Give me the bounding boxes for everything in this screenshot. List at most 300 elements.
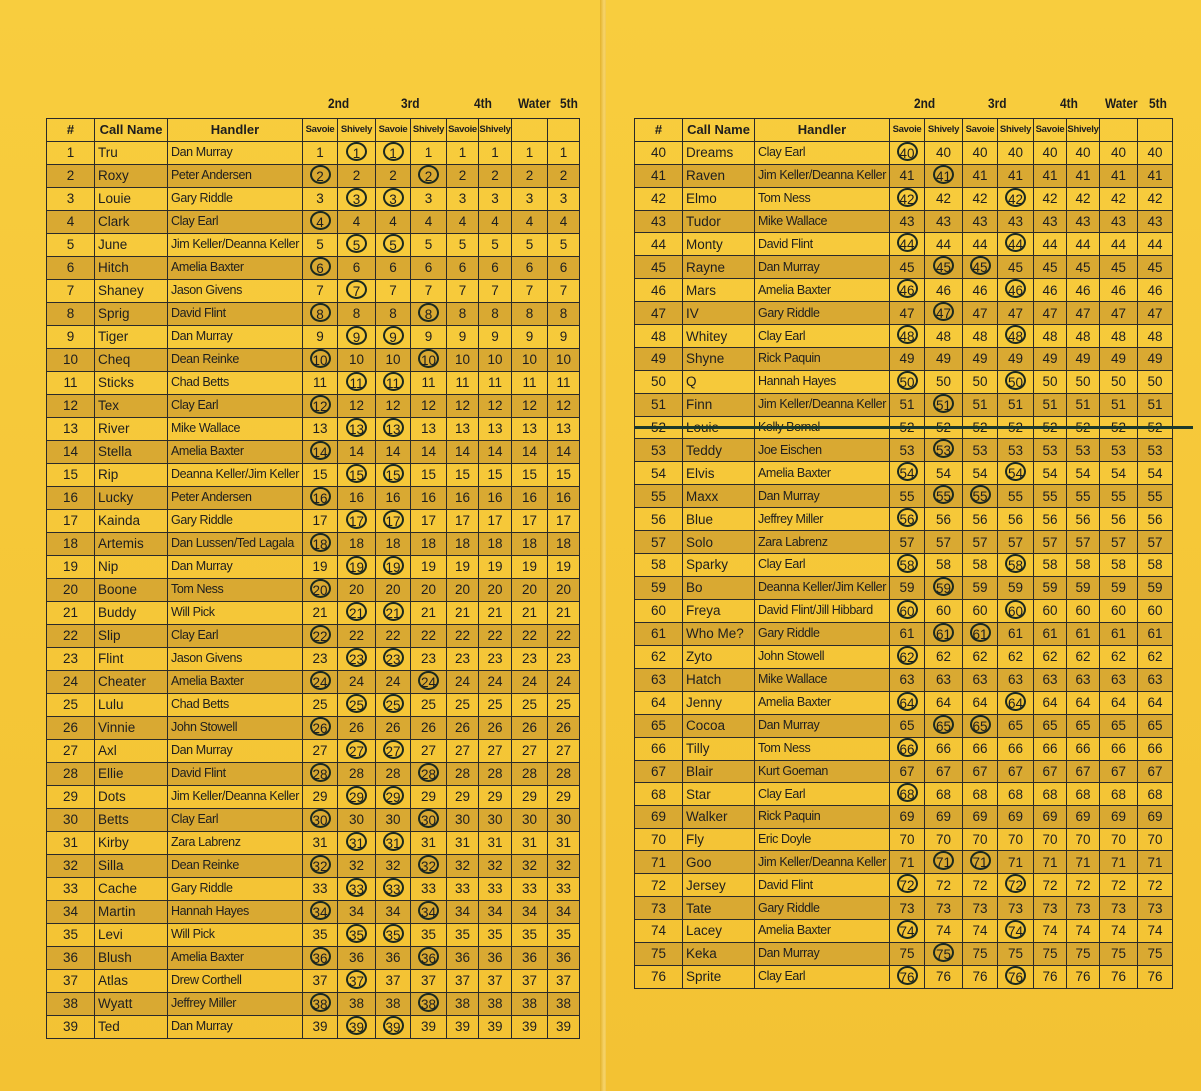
table-row bbox=[635, 760, 1173, 783]
callback-cell: 56 bbox=[925, 508, 963, 531]
callback-cell: 30 bbox=[376, 808, 411, 831]
callback-cell: 9 bbox=[411, 325, 447, 348]
callback-cell: 40 bbox=[998, 141, 1034, 164]
call-name: Hatch bbox=[683, 668, 755, 691]
col-header-num: # bbox=[635, 119, 683, 142]
table-row bbox=[635, 965, 1173, 988]
handler-name: David Flint bbox=[755, 874, 890, 897]
call-name: Tudor bbox=[683, 210, 755, 233]
callback-cell: 72 bbox=[963, 874, 998, 897]
callback-cell: 71 bbox=[1067, 851, 1100, 874]
dog-number: 57 bbox=[635, 531, 683, 554]
table-row bbox=[47, 509, 580, 532]
callback-cell: 42 bbox=[1067, 187, 1100, 210]
callback-cell: 37 bbox=[376, 969, 411, 992]
callback-cell: 38 bbox=[479, 992, 512, 1015]
callback-cell: 66 bbox=[998, 737, 1034, 760]
callback-cell-circled bbox=[303, 578, 338, 601]
round-label: 5th bbox=[1149, 95, 1167, 111]
callback-cell: 48 bbox=[925, 325, 963, 348]
callback-cell: 63 bbox=[998, 668, 1034, 691]
callback-cell-circled bbox=[376, 555, 411, 578]
callback-cell-circled bbox=[303, 808, 338, 831]
callback-circle: 23 bbox=[383, 648, 404, 667]
col-header-handler: Handler bbox=[168, 119, 303, 142]
callback-cell: 1 bbox=[479, 141, 512, 164]
callback-cell: 68 bbox=[925, 783, 963, 806]
handler-name: Clay Earl bbox=[168, 394, 303, 417]
callback-cell: 12 bbox=[411, 394, 447, 417]
callback-circle: 24 bbox=[418, 671, 439, 690]
callback-circle: 74 bbox=[897, 920, 918, 939]
callback-cell: 40 bbox=[963, 141, 998, 164]
call-name: Who Me? bbox=[683, 622, 755, 645]
handler-name: Mike Wallace bbox=[168, 417, 303, 440]
dog-number: 1 bbox=[47, 141, 95, 164]
callback-cell: 32 bbox=[447, 854, 479, 877]
callback-cell: 66 bbox=[1100, 737, 1138, 760]
dog-number: 70 bbox=[635, 828, 683, 851]
callback-cell: 18 bbox=[548, 532, 580, 555]
callback-circle: 19 bbox=[383, 556, 404, 575]
callback-cell: 5 bbox=[548, 233, 580, 256]
callback-cell: 49 bbox=[998, 348, 1034, 371]
table-row bbox=[635, 806, 1173, 829]
callback-cell: 29 bbox=[447, 785, 479, 808]
callback-cell: 29 bbox=[411, 785, 447, 808]
callback-cell: 35 bbox=[479, 923, 512, 946]
callback-circle: 30 bbox=[310, 809, 331, 828]
callback-cell: 29 bbox=[479, 785, 512, 808]
callback-cell-circled bbox=[376, 693, 411, 716]
callback-cell-circled bbox=[303, 900, 338, 923]
callback-circle: 48 bbox=[897, 325, 918, 344]
callback-circle: 37 bbox=[346, 970, 367, 989]
callback-cell: 2 bbox=[338, 164, 376, 187]
callback-circle: 39 bbox=[346, 1016, 367, 1035]
handler-name: Dan Murray bbox=[168, 325, 303, 348]
dog-number: 17 bbox=[47, 509, 95, 532]
callback-cell-circled bbox=[963, 622, 998, 645]
call-name: Cache bbox=[95, 877, 168, 900]
dog-number: 21 bbox=[47, 601, 95, 624]
callback-cell: 71 bbox=[1100, 851, 1138, 874]
dog-number: 30 bbox=[47, 808, 95, 831]
handler-name: Dean Reinke bbox=[168, 854, 303, 877]
call-name: Lacey bbox=[683, 919, 755, 942]
table-row bbox=[47, 302, 580, 325]
callback-cell-circled bbox=[303, 854, 338, 877]
table-row bbox=[635, 897, 1173, 920]
callback-cell: 74 bbox=[963, 919, 998, 942]
callback-cell: 43 bbox=[998, 210, 1034, 233]
callback-cell: 26 bbox=[338, 716, 376, 739]
handler-name: Amelia Baxter bbox=[168, 256, 303, 279]
callback-circle: 53 bbox=[933, 439, 954, 458]
callback-cell: 63 bbox=[963, 668, 998, 691]
callback-cell: 38 bbox=[548, 992, 580, 1015]
call-name: Tate bbox=[683, 897, 755, 920]
callback-cell: 60 bbox=[1138, 599, 1173, 622]
callback-cell-circled bbox=[303, 716, 338, 739]
callback-cell: 22 bbox=[338, 624, 376, 647]
callback-circle: 46 bbox=[1005, 279, 1026, 298]
callback-circle: 45 bbox=[933, 256, 954, 275]
callback-circle: 29 bbox=[383, 786, 404, 805]
callback-cell: 59 bbox=[1100, 576, 1138, 599]
call-name: Betts bbox=[95, 808, 168, 831]
call-name: Lucky bbox=[95, 486, 168, 509]
callback-cell: 3 bbox=[548, 187, 580, 210]
callback-circle: 68 bbox=[897, 783, 918, 802]
call-name: Lulu bbox=[95, 693, 168, 716]
callback-cell-circled bbox=[998, 233, 1034, 256]
callback-cell: 25 bbox=[548, 693, 580, 716]
callback-cell: 16 bbox=[479, 486, 512, 509]
callback-cell: 13 bbox=[303, 417, 338, 440]
callback-cell-circled bbox=[338, 647, 376, 670]
callback-cell: 62 bbox=[1067, 645, 1100, 668]
callback-cell: 49 bbox=[925, 348, 963, 371]
callback-cell: 55 bbox=[890, 485, 925, 508]
handler-name: Clay Earl bbox=[755, 553, 890, 576]
callback-cell-circled bbox=[338, 831, 376, 854]
dog-number: 20 bbox=[47, 578, 95, 601]
callback-cell: 39 bbox=[303, 1015, 338, 1038]
handler-name: Kurt Goeman bbox=[755, 760, 890, 783]
callback-cell: 15 bbox=[479, 463, 512, 486]
callback-cell-circled bbox=[411, 302, 447, 325]
callback-cell: 59 bbox=[890, 576, 925, 599]
table-body-left bbox=[47, 141, 580, 1038]
call-name: Buddy bbox=[95, 601, 168, 624]
col-header-judge: Savoie bbox=[447, 119, 479, 142]
callback-cell: 67 bbox=[1138, 760, 1173, 783]
callback-cell: 38 bbox=[447, 992, 479, 1015]
handler-name: Amelia Baxter bbox=[755, 919, 890, 942]
callback-cell: 69 bbox=[1034, 806, 1067, 829]
col-header-judge: Shively bbox=[925, 119, 963, 142]
handler-name: Clay Earl bbox=[755, 965, 890, 988]
callback-cell: 4 bbox=[411, 210, 447, 233]
round-label: 2nd bbox=[914, 95, 936, 111]
callback-cell: 74 bbox=[1100, 919, 1138, 942]
callback-cell-circled bbox=[890, 737, 925, 760]
callback-cell: 4 bbox=[447, 210, 479, 233]
callback-cell: 62 bbox=[998, 645, 1034, 668]
dog-number: 54 bbox=[635, 462, 683, 485]
dog-number: 42 bbox=[635, 187, 683, 210]
table-row bbox=[635, 828, 1173, 851]
callback-cell: 21 bbox=[411, 601, 447, 624]
callback-cell: 28 bbox=[338, 762, 376, 785]
callback-cell: 63 bbox=[1138, 668, 1173, 691]
callback-cell: 7 bbox=[512, 279, 548, 302]
table-row bbox=[635, 164, 1173, 187]
callback-cell-circled bbox=[303, 992, 338, 1015]
call-name: Teddy bbox=[683, 439, 755, 462]
callback-cell: 48 bbox=[1138, 325, 1173, 348]
dog-number: 33 bbox=[47, 877, 95, 900]
callback-cell: 65 bbox=[1100, 714, 1138, 737]
callback-cell: 53 bbox=[963, 439, 998, 462]
callback-cell-circled bbox=[376, 371, 411, 394]
table-row bbox=[635, 187, 1173, 210]
dog-number: 29 bbox=[47, 785, 95, 808]
callback-cell: 64 bbox=[925, 691, 963, 714]
callback-cell: 9 bbox=[447, 325, 479, 348]
callback-cell: 30 bbox=[479, 808, 512, 831]
callback-cell: 4 bbox=[376, 210, 411, 233]
callback-cell: 60 bbox=[1034, 599, 1067, 622]
call-name: Dots bbox=[95, 785, 168, 808]
callback-cell: 31 bbox=[548, 831, 580, 854]
callback-cell-circled bbox=[890, 553, 925, 576]
callback-circle: 58 bbox=[897, 554, 918, 573]
dog-number: 45 bbox=[635, 256, 683, 279]
callback-circle: 76 bbox=[1005, 966, 1026, 985]
call-name: Goo bbox=[683, 851, 755, 874]
callback-cell: 71 bbox=[1034, 851, 1067, 874]
callback-cell: 20 bbox=[548, 578, 580, 601]
callback-cell: 69 bbox=[1100, 806, 1138, 829]
callback-cell: 42 bbox=[963, 187, 998, 210]
dog-number: 3 bbox=[47, 187, 95, 210]
dog-number: 55 bbox=[635, 485, 683, 508]
callback-circle: 38 bbox=[418, 993, 439, 1012]
callback-cell: 41 bbox=[1100, 164, 1138, 187]
callback-cell: 26 bbox=[447, 716, 479, 739]
callback-cell: 62 bbox=[1100, 645, 1138, 668]
callback-circle: 54 bbox=[1005, 462, 1026, 481]
col-header-handler: Handler bbox=[755, 119, 890, 142]
callback-circle: 58 bbox=[1005, 554, 1026, 573]
callback-cell: 51 bbox=[1034, 393, 1067, 416]
table-row bbox=[47, 946, 580, 969]
callback-cell: 33 bbox=[411, 877, 447, 900]
dog-number: 47 bbox=[635, 302, 683, 325]
callback-cell: 10 bbox=[548, 348, 580, 371]
callback-cell: 11 bbox=[447, 371, 479, 394]
callback-cell: 59 bbox=[1034, 576, 1067, 599]
callback-circle: 10 bbox=[418, 349, 439, 368]
running-order-table-left bbox=[46, 118, 580, 1039]
handler-name: Rick Paquin bbox=[755, 348, 890, 371]
dog-number: 27 bbox=[47, 739, 95, 762]
dog-number: 65 bbox=[635, 714, 683, 737]
callback-cell: 24 bbox=[512, 670, 548, 693]
callback-cell: 61 bbox=[1067, 622, 1100, 645]
callback-cell: 57 bbox=[1100, 531, 1138, 554]
callback-cell: 22 bbox=[376, 624, 411, 647]
callback-cell: 35 bbox=[411, 923, 447, 946]
callback-cell: 27 bbox=[447, 739, 479, 762]
callback-cell: 47 bbox=[1100, 302, 1138, 325]
callback-cell: 18 bbox=[512, 532, 548, 555]
call-name: Clark bbox=[95, 210, 168, 233]
callback-cell-circled bbox=[376, 601, 411, 624]
callback-cell: 61 bbox=[1034, 622, 1067, 645]
callback-cell: 73 bbox=[1100, 897, 1138, 920]
callback-cell: 57 bbox=[963, 531, 998, 554]
dog-number: 67 bbox=[635, 760, 683, 783]
callback-cell: 8 bbox=[512, 302, 548, 325]
callback-cell: 61 bbox=[1100, 622, 1138, 645]
callback-circle: 12 bbox=[310, 395, 331, 414]
call-name: Sprig bbox=[95, 302, 168, 325]
callback-cell: 63 bbox=[1100, 668, 1138, 691]
callback-cell: 36 bbox=[447, 946, 479, 969]
callback-cell: 45 bbox=[998, 256, 1034, 279]
call-name: Artemis bbox=[95, 532, 168, 555]
callback-cell-circled bbox=[925, 256, 963, 279]
dog-number: 51 bbox=[635, 393, 683, 416]
callback-cell: 59 bbox=[963, 576, 998, 599]
call-name: Shyne bbox=[683, 348, 755, 371]
dog-number: 50 bbox=[635, 370, 683, 393]
callback-cell-circled bbox=[890, 233, 925, 256]
callback-cell: 14 bbox=[338, 440, 376, 463]
callback-cell: 74 bbox=[925, 919, 963, 942]
callback-cell-circled bbox=[998, 462, 1034, 485]
round-headers-right bbox=[914, 95, 1174, 117]
callback-cell: 27 bbox=[512, 739, 548, 762]
call-name: Zyto bbox=[683, 645, 755, 668]
call-name: Tru bbox=[95, 141, 168, 164]
callback-circle: 60 bbox=[897, 600, 918, 619]
table-row bbox=[47, 1015, 580, 1038]
callback-cell-circled bbox=[890, 645, 925, 668]
callback-cell: 50 bbox=[1100, 370, 1138, 393]
callback-cell: 14 bbox=[411, 440, 447, 463]
dog-number: 15 bbox=[47, 463, 95, 486]
callback-cell: 18 bbox=[447, 532, 479, 555]
callback-cell: 7 bbox=[303, 279, 338, 302]
table-row bbox=[47, 831, 580, 854]
callback-cell: 6 bbox=[338, 256, 376, 279]
callback-cell: 8 bbox=[376, 302, 411, 325]
callback-cell: 66 bbox=[1034, 737, 1067, 760]
callback-cell-circled bbox=[925, 576, 963, 599]
dog-number: 24 bbox=[47, 670, 95, 693]
callback-cell: 27 bbox=[479, 739, 512, 762]
callback-cell: 37 bbox=[411, 969, 447, 992]
callback-cell-circled bbox=[338, 601, 376, 624]
callback-cell-circled bbox=[925, 393, 963, 416]
callback-cell-circled bbox=[890, 279, 925, 302]
call-name: Tilly bbox=[683, 737, 755, 760]
handler-name: Jason Givens bbox=[168, 279, 303, 302]
callback-cell: 8 bbox=[479, 302, 512, 325]
callback-cell: 42 bbox=[1100, 187, 1138, 210]
callback-cell: 70 bbox=[1100, 828, 1138, 851]
call-name: Silla bbox=[95, 854, 168, 877]
callback-cell: 64 bbox=[1067, 691, 1100, 714]
callback-cell: 46 bbox=[963, 279, 998, 302]
callback-cell: 61 bbox=[998, 622, 1034, 645]
table-row bbox=[47, 992, 580, 1015]
callback-cell: 28 bbox=[548, 762, 580, 785]
handler-name: Jason Givens bbox=[168, 647, 303, 670]
table-row bbox=[635, 210, 1173, 233]
callback-cell: 22 bbox=[479, 624, 512, 647]
callback-cell: 39 bbox=[512, 1015, 548, 1038]
table-row bbox=[635, 691, 1173, 714]
callback-cell: 43 bbox=[1138, 210, 1173, 233]
callback-circle: 2 bbox=[418, 165, 439, 184]
callback-circle: 51 bbox=[933, 394, 954, 413]
callback-cell: 70 bbox=[925, 828, 963, 851]
table-row bbox=[47, 325, 580, 348]
callback-circle: 13 bbox=[346, 418, 367, 437]
callback-cell-circled bbox=[338, 693, 376, 716]
callback-circle: 32 bbox=[418, 855, 439, 874]
callback-cell: 41 bbox=[1067, 164, 1100, 187]
callback-cell: 11 bbox=[303, 371, 338, 394]
callback-cell: 33 bbox=[447, 877, 479, 900]
callback-cell: 71 bbox=[998, 851, 1034, 874]
handler-name: Dan Murray bbox=[755, 256, 890, 279]
dog-number: 60 bbox=[635, 599, 683, 622]
callback-cell-circled bbox=[376, 785, 411, 808]
call-name: Blush bbox=[95, 946, 168, 969]
callback-cell-circled bbox=[376, 739, 411, 762]
callback-cell-circled bbox=[303, 440, 338, 463]
callback-cell: 10 bbox=[338, 348, 376, 371]
callback-cell-circled bbox=[998, 187, 1034, 210]
handler-name: Dan Murray bbox=[755, 485, 890, 508]
callback-circle: 3 bbox=[346, 188, 367, 207]
call-name: Blair bbox=[683, 760, 755, 783]
call-name: Martin bbox=[95, 900, 168, 923]
callback-cell-circled bbox=[890, 874, 925, 897]
callback-circle: 1 bbox=[383, 142, 404, 161]
callback-cell: 5 bbox=[303, 233, 338, 256]
handler-name: Gary Riddle bbox=[168, 509, 303, 532]
callback-circle: 66 bbox=[897, 738, 918, 757]
handler-name: David Flint bbox=[168, 302, 303, 325]
handler-name: Amelia Baxter bbox=[755, 462, 890, 485]
handler-name: Clay Earl bbox=[755, 783, 890, 806]
table-row bbox=[47, 762, 580, 785]
callback-cell: 19 bbox=[411, 555, 447, 578]
callback-cell-circled bbox=[376, 187, 411, 210]
handler-name: Clay Earl bbox=[168, 624, 303, 647]
callback-cell: 56 bbox=[998, 508, 1034, 531]
callback-cell: 25 bbox=[303, 693, 338, 716]
callback-cell: 61 bbox=[1138, 622, 1173, 645]
callback-cell: 46 bbox=[925, 279, 963, 302]
callback-cell-circled bbox=[303, 762, 338, 785]
call-name: June bbox=[95, 233, 168, 256]
callback-cell: 72 bbox=[1067, 874, 1100, 897]
callback-cell: 55 bbox=[1138, 485, 1173, 508]
callback-cell: 42 bbox=[1138, 187, 1173, 210]
dog-number: 11 bbox=[47, 371, 95, 394]
callback-cell-circled bbox=[303, 532, 338, 555]
table-row bbox=[47, 670, 580, 693]
callback-cell: 64 bbox=[1034, 691, 1067, 714]
callback-cell: 3 bbox=[479, 187, 512, 210]
callback-cell: 50 bbox=[1067, 370, 1100, 393]
callback-cell: 75 bbox=[890, 942, 925, 965]
dog-number: 75 bbox=[635, 942, 683, 965]
callback-cell: 10 bbox=[512, 348, 548, 371]
callback-circle: 9 bbox=[383, 326, 404, 345]
dog-number: 2 bbox=[47, 164, 95, 187]
callback-cell: 64 bbox=[963, 691, 998, 714]
callback-cell-circled bbox=[998, 325, 1034, 348]
